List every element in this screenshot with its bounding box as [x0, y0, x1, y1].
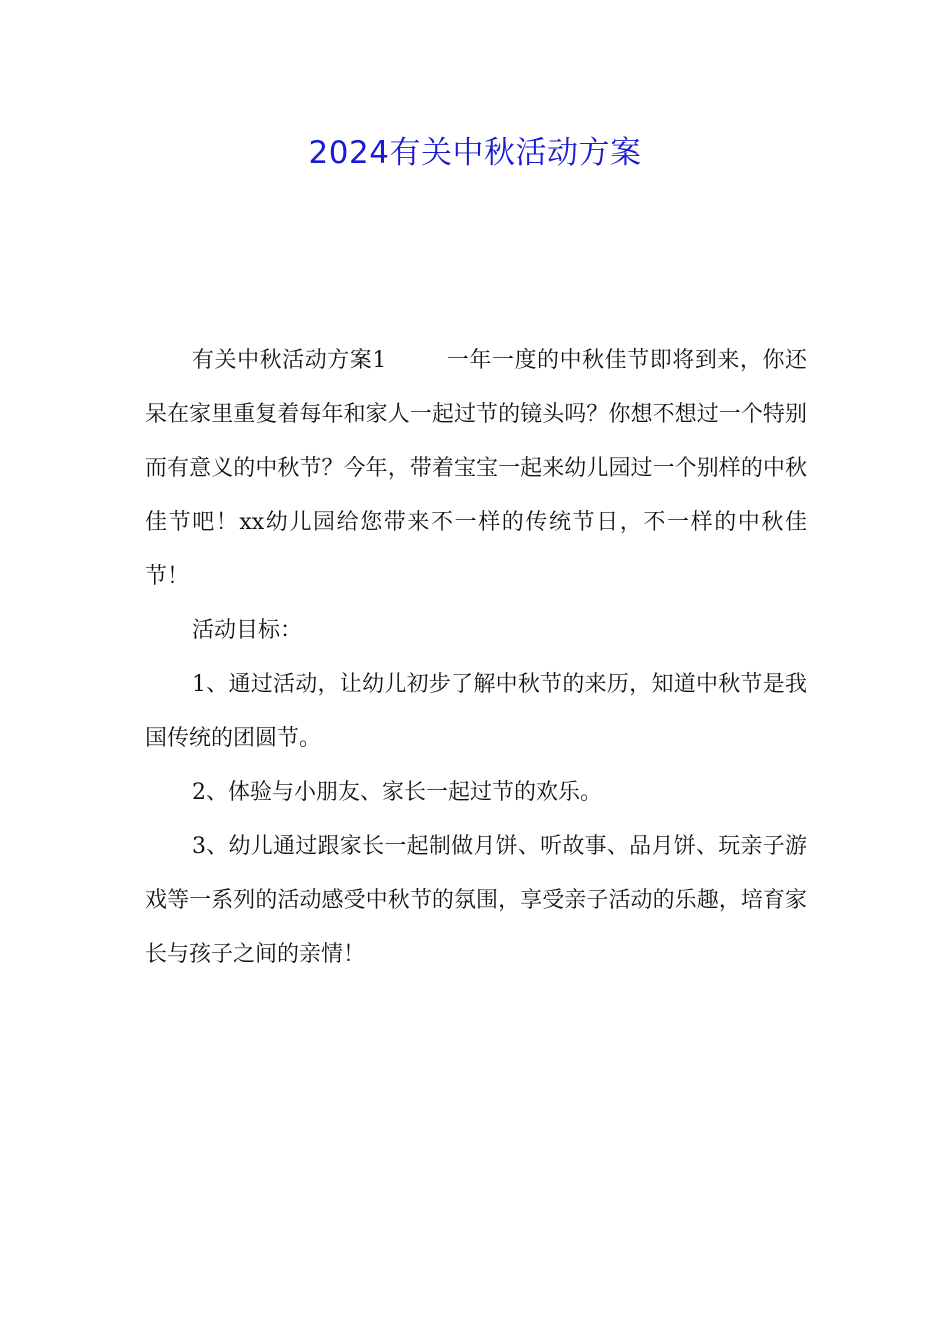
- intro-paragraph: [145, 334, 807, 604]
- goal-item-2: 2、体验与小朋友、家长一起过节的欢乐。: [192, 780, 602, 805]
- document-body: [145, 334, 807, 982]
- intro-text: 一年一度的中秋佳节即将到来，你还呆在家里重复着每年和家人一起过节的镜头吗？你想不想过一个特别而有意义的中秋节？今年，带着宝宝一起来幼儿园过一个别样的中秋佳节吧！xx幼儿园给您带来不一样的传统节日，不一样的中秋佳节！: [145, 348, 807, 589]
- document-title: 2024有关中秋活动方案: [308, 135, 642, 171]
- goal-item-3: 3、幼儿通过跟家长一起制做月饼、听故事、品月饼、玩亲子游戏等一系列的活动感受中秋节的氛围，享受亲子活动的乐趣，培育家长与孩子之间的亲情！: [145, 834, 807, 967]
- goal-item-1: 1、通过活动，让幼儿初步了解中秋节的来历，知道中秋节是我国传统的团圆节。: [145, 672, 807, 751]
- goals-heading: 活动目标：: [192, 618, 303, 643]
- section-heading: 有关中秋活动方案1: [192, 348, 387, 373]
